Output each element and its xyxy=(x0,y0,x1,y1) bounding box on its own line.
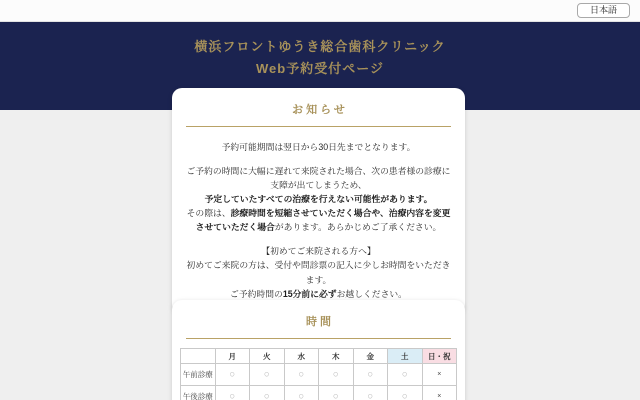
availability-cell: ○ xyxy=(284,386,319,400)
hours-row xyxy=(181,364,457,386)
availability-cell: ○ xyxy=(353,364,388,386)
language-select[interactable]: 日本語 xyxy=(577,3,630,18)
hours-day-header: 土 xyxy=(388,349,423,364)
notice-p2-text2: その際は、 xyxy=(186,208,231,219)
availability-cell: ○ xyxy=(215,386,250,400)
hours-corner-cell xyxy=(181,349,216,364)
notice-p2-warning2: 診療時間を短縮させていただく場合や、治療内容を変更させていただく場合 xyxy=(195,208,451,233)
hours-title: 時間 xyxy=(306,316,334,328)
gold-divider xyxy=(186,338,451,339)
first-visit-text: 初めてご来院の方は、受付や問診票の記入に少しお時間をいただきます。 xyxy=(186,260,451,285)
hours-row-label: 午前診療 xyxy=(181,364,216,386)
gold-divider xyxy=(186,126,451,127)
hours-day-header: 月 xyxy=(215,349,250,364)
hours-row xyxy=(181,386,457,400)
availability-cell: ○ xyxy=(215,364,250,386)
notice-paragraph-1: 予約可能期間は翌日から30日先までとなります。 xyxy=(221,142,416,152)
availability-cell: ○ xyxy=(319,364,354,386)
hours-card xyxy=(172,300,465,400)
hours-day-header: 火 xyxy=(250,349,285,364)
notice-p2-warning: 予定していたすべての治療を行えない可能性があります。 xyxy=(204,194,433,205)
availability-cell: ○ xyxy=(319,386,354,400)
first-visit-text3: お越しください。 xyxy=(336,288,407,299)
hours-day-header: 日・祝 xyxy=(422,349,457,364)
availability-cell: ○ xyxy=(388,386,423,400)
first-visit-heading: 【初めてご来院される方へ】 xyxy=(261,246,376,257)
notice-p2-text: ご予約の時間に大幅に遅れて来院された場合、次の患者様の診療に支障が出てしまうため、 xyxy=(186,166,451,191)
availability-cell: × xyxy=(422,364,457,386)
availability-cell: ○ xyxy=(388,364,423,386)
availability-cell: ○ xyxy=(250,364,285,386)
first-visit-text2: ご予約時間の xyxy=(230,288,283,299)
hours-table xyxy=(180,348,457,400)
hours-day-header: 水 xyxy=(284,349,319,364)
notice-paragraph-2 xyxy=(184,164,453,234)
notice-p2-text3: があります。あらかじめご了承ください。 xyxy=(274,222,442,233)
first-visit-emphasis: 15分前に必ず xyxy=(282,288,337,299)
hours-row-label: 午後診療 xyxy=(181,386,216,400)
availability-cell: ○ xyxy=(250,386,285,400)
availability-cell: ○ xyxy=(353,386,388,400)
notice-paragraph-3 xyxy=(184,244,453,300)
availability-cell: ○ xyxy=(284,364,319,386)
notice-card xyxy=(172,88,465,314)
top-bar xyxy=(0,0,640,22)
hours-day-header: 木 xyxy=(319,349,354,364)
page-subtitle: Web予約受付ページ xyxy=(256,61,384,76)
notice-title: お知らせ xyxy=(292,104,348,116)
hours-day-header: 金 xyxy=(353,349,388,364)
clinic-name: 横浜フロントゆうき総合歯科クリニック xyxy=(194,39,446,54)
availability-cell: × xyxy=(422,386,457,400)
